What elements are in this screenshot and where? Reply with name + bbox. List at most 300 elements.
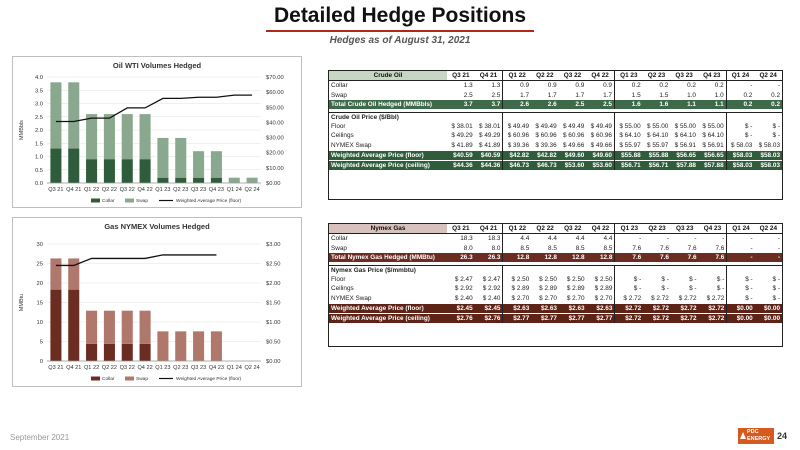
quarter-header: Q4 23 [699,224,727,234]
page-subtitle: Hedges as of August 31, 2021 [329,35,471,46]
row-value: $42.82 [531,150,559,160]
empty-cell [531,265,559,275]
price-row [329,122,782,131]
row-value: 0.2 [659,82,669,90]
row-value: $ - [772,275,780,283]
weighted-average-row [329,161,782,171]
row-value: $2.72 [671,303,699,313]
quarter-header: Q2 22 [531,224,559,234]
row-label: Swap [331,91,347,99]
row-value: $ 2.89 [539,285,557,293]
row-value: 12.8 [503,253,531,262]
bar-collar [86,159,97,183]
quarter-header: Q2 23 [643,224,671,234]
row-value: $ 38.01 [451,122,473,130]
y-tick-label: 0.5 [34,167,43,174]
row-value: $2.63 [503,303,531,313]
row-label: Weighted Average Price (floor) [329,303,447,313]
row-value: $ 64.10 [614,131,642,140]
row-value: 2.5 [463,91,473,99]
y-tick-label: 0.0 [34,181,43,187]
row-value: $ - [726,122,754,131]
x-tick-label: Q3 23 [190,187,207,193]
row-value: 8.5 [603,244,613,252]
table-header-label: Nymex Gas [329,224,447,234]
row-value: $56.65 [670,150,698,160]
legend-swatch-collar [91,377,100,381]
x-tick-label: Q4 23 [208,187,225,193]
row-value: $55.88 [643,150,671,160]
row-label: Weighted Average Price (ceiling) [329,314,447,324]
legend-label: Swap [136,199,148,204]
row-value: $49.60 [586,150,614,160]
row-value: $2.77 [559,314,587,324]
row-value: $2.72 [615,314,643,324]
row-value: $ 49.29 [451,132,473,140]
x-tick-label: Q1 23 [155,187,171,193]
gas-volumes-chart [13,218,301,386]
legend-swatch-collar [91,199,100,203]
row-value: 1.7 [547,91,557,99]
row-value: - [777,244,780,252]
table-header-label: Crude Oil [329,71,447,81]
y2-tick-label: $10.00 [266,165,284,172]
row-value: $58.03 [726,150,754,160]
price-section-header [329,112,782,122]
row-value: $2.72 [699,314,727,324]
price-section-header [329,265,782,275]
row-value: 8.5 [548,244,557,252]
price-row [329,294,782,304]
row-value: 0.2 [771,91,780,99]
row-value: $2.72 [699,303,727,313]
line-weighted-average-price [56,255,217,266]
row-value: 8.0 [491,244,501,252]
row-value: 2.5 [586,100,614,109]
quarter-header: Q1 23 [615,224,643,234]
row-value: $ 56.91 [674,141,696,149]
x-tick-label: Q3 21 [48,187,64,193]
bar-collar [104,344,115,361]
row-value: $ 2.70 [594,294,613,302]
row-value: 2.5 [559,100,587,109]
row-value: $ - [726,131,754,140]
row-value: $ 49.66 [590,141,612,149]
oil-volumes-chart [13,57,301,207]
company-logo [738,428,774,444]
empty-cell [698,112,726,122]
row-value: 7.6 [615,244,643,253]
total-row [329,100,782,109]
empty-cell [447,265,475,275]
bar-swap [68,258,79,289]
row-value: $46.73 [531,161,559,171]
x-tick-label: Q3 22 [119,187,135,193]
empty-cell [531,112,559,122]
row-value: $ 39.36 [535,141,557,149]
row-value: $2.63 [531,303,559,313]
row-value: - [777,82,780,90]
price-row [329,131,782,140]
row-value: $ 55.00 [702,122,724,130]
row-value: 12.8 [587,253,615,262]
row-value: $53.60 [559,161,587,171]
quarter-header: Q2 23 [643,71,671,81]
bar-swap [229,178,240,183]
volume-row [329,91,782,100]
legend-swatch-swap [125,199,134,203]
row-value: $ - [661,275,669,283]
bar-swap [140,114,151,159]
row-value: 8.5 [575,244,585,252]
y2-tick-label: $0.00 [266,181,281,187]
row-value: 0.2 [754,100,782,109]
bar-collar [140,159,151,183]
gas-chart-panel [12,217,302,387]
row-value: 7.6 [715,244,725,252]
volume-row [329,234,782,244]
row-value: 4.4 [503,234,531,244]
row-value: $ 64.10 [646,132,669,140]
row-value: 0.9 [503,81,531,91]
bar-swap [193,331,204,361]
row-value: $2.76 [475,314,503,324]
row-value: $ 64.10 [702,132,724,140]
row-value: $ 2.50 [594,275,613,283]
row-value: 1.1 [698,100,726,109]
x-tick-label: Q3 23 [190,365,207,371]
row-label: Weighted Average Price (floor) [329,150,447,160]
row-label: Ceilings [331,285,354,293]
row-value: $ 39.36 [503,141,531,151]
row-value: 1.5 [614,91,642,100]
row-value: - [727,253,755,262]
quarter-header: Q1 22 [503,224,531,234]
empty-cell [643,265,671,275]
empty-cell [559,265,587,275]
title-underline [266,30,534,32]
row-value: $ - [772,294,780,302]
row-value: 2.5 [491,91,501,99]
bar-collar [122,159,133,183]
bar-collar [86,344,97,361]
row-value: $ 2.92 [454,285,473,293]
row-value: $ 2.50 [566,275,585,283]
logo-text-energy: ENERGY [747,436,771,442]
bar-swap [104,114,115,159]
row-value: $ - [661,285,669,293]
row-value: 8.0 [463,244,473,252]
quarter-header: Q4 21 [475,224,503,234]
bar-collar [157,178,168,183]
y-tick-label: 2.5 [34,114,43,121]
row-value: 1.5 [659,91,669,99]
bar-swap [122,114,133,159]
bar-collar [193,178,204,183]
row-value: 1.6 [643,100,671,109]
quarter-header: Q3 22 [559,71,587,81]
row-value: 0.2 [726,100,754,109]
empty-cell [643,112,671,122]
row-value: $ 55.97 [614,141,642,151]
quarter-header: Q3 23 [671,224,699,234]
empty-cell [670,112,698,122]
row-value: $2.63 [559,303,587,313]
bar-swap [140,311,151,344]
weighted-average-row [329,150,782,160]
row-label: Collar [331,82,348,90]
row-value: $0.00 [727,314,755,324]
logo-text-pdc: PDC [747,429,759,435]
row-value: - [722,235,725,243]
y-tick-label: 10 [36,320,43,326]
x-tick-label: Q2 22 [101,365,118,371]
row-value: $2.77 [531,314,559,324]
row-value: $49.60 [559,150,587,160]
weighted-average-row [329,314,782,324]
row-value: - [777,235,780,243]
row-value: 7.6 [671,253,699,262]
quarter-header: Q2 24 [754,71,782,81]
empty-cell [615,265,643,275]
row-value: $ - [689,285,697,293]
row-value: $44.36 [447,161,475,171]
quarter-header: Q1 22 [503,71,531,81]
row-value: $2.76 [447,314,475,324]
row-value: $ 2.72 [706,294,725,302]
chart-title: Oil WTI Volumes Hedged [112,61,202,70]
table-header-row [329,71,782,81]
row-value: 3.7 [475,100,503,109]
bar-swap [211,331,222,361]
row-value: $ - [716,275,725,283]
row-value: 12.8 [559,253,587,262]
row-value: $ 2.89 [566,285,585,293]
bar-collar [122,344,133,361]
row-value: 8.5 [503,244,531,253]
legend-label: Collar [102,199,115,204]
y2-tick-label: $2.50 [266,261,281,268]
empty-cell [755,265,782,275]
empty-cell [727,265,755,275]
y2-tick-label: $2.00 [266,281,281,287]
y-tick-label: 2.0 [34,128,43,134]
row-value: $0.00 [755,314,782,324]
x-tick-label: Q1 22 [83,187,100,193]
x-tick-label: Q1 24 [226,187,242,193]
row-value: 2.6 [503,100,531,109]
row-value: $42.82 [503,150,531,160]
row-value: $46.73 [503,161,531,171]
row-value: $ 55.97 [646,141,669,149]
row-value: $2.72 [643,314,671,324]
y-tick-label: 5 [39,339,43,346]
row-value: $ 2.72 [651,294,669,302]
row-value: $0.00 [727,303,755,313]
row-value: 0.2 [687,82,696,90]
row-value: $ 60.96 [503,131,531,140]
row-value: $ 64.10 [674,132,696,140]
crude-oil-table-panel [328,70,783,200]
row-value: - [755,253,782,262]
row-value: $53.60 [586,161,614,171]
bar-collar [140,344,151,361]
row-value: $56.71 [643,161,671,171]
row-value: $ 2.47 [454,275,473,283]
row-value: $ 2.92 [482,285,501,293]
y-tick-label: 3.5 [34,88,43,95]
row-value: $2.77 [503,314,531,324]
row-value: $ 2.70 [503,294,531,304]
row-value: 1.0 [687,91,696,99]
empty-cell [671,265,699,275]
quarter-header: Q2 24 [755,224,782,234]
row-value: 7.6 [615,253,643,262]
y-axis-label: MMBbls [19,120,25,140]
quarter-header: Q4 22 [587,224,615,234]
row-value: 4.4 [575,235,585,243]
total-row [329,253,782,262]
x-tick-label: Q2 24 [244,365,260,371]
page-title: Detailed Hedge Positions [273,4,527,27]
row-value: 4.4 [548,235,557,243]
empty-cell [475,112,503,122]
row-value: $ 49.49 [590,122,612,130]
row-value: $57.88 [670,161,698,171]
row-value: 3.7 [447,100,475,109]
row-value: $ - [727,275,755,284]
y2-tick-label: $0.00 [266,359,281,365]
row-value: $ 49.49 [503,122,531,131]
legend-swatch-swap [125,377,134,381]
quarter-header: Q3 23 [670,71,698,81]
row-value: $ - [615,275,643,284]
row-value: $ - [772,122,780,130]
row-value: $ 2.50 [539,275,557,283]
y-tick-label: 25 [36,261,43,268]
row-value: $ - [716,285,725,293]
x-tick-label: Q1 22 [83,365,100,371]
row-value: $ 58.03 [726,141,754,151]
row-value: $ - [727,294,755,304]
row-value: $ 2.72 [678,294,697,302]
row-value: $ 41.89 [479,141,501,149]
x-tick-label: Q4 21 [66,187,82,193]
empty-cell [503,112,531,122]
weighted-average-row [329,303,782,313]
legend-label: Weighted Average Price (floor) [176,199,242,204]
row-value: 0.9 [547,82,557,90]
row-label: Weighted Average Price (ceiling) [329,161,447,171]
price-row [329,141,782,151]
row-value: $0.00 [755,303,782,313]
legend-label: Collar [102,377,115,382]
row-label: NYMEX Swap [331,141,372,149]
row-value: 26.3 [447,253,475,262]
row-value: 2.6 [531,100,559,109]
row-label: Collar [331,235,348,243]
crude-oil-table [329,71,782,170]
price-row [329,275,782,284]
y2-tick-label: $30.00 [266,135,284,142]
row-value: - [615,234,643,244]
empty-cell [503,265,531,275]
row-value: 4.4 [603,235,613,243]
row-value: $ 55.00 [614,122,642,131]
legend-label: Swap [136,377,148,382]
x-tick-label: Q4 23 [208,365,225,371]
bar-swap [50,82,61,148]
row-value: $ - [772,132,780,140]
row-value: - [727,234,755,244]
empty-cell [559,112,587,122]
bar-swap [50,258,61,289]
y-axis-label: MMBtu [19,293,25,312]
row-value: 18.3 [460,235,473,243]
y2-tick-label: $1.50 [266,300,281,307]
row-value: $58.03 [754,161,782,171]
quarter-header: Q3 21 [447,71,475,81]
row-value: $ - [615,284,643,293]
y-tick-label: 4.0 [34,75,43,81]
row-value: $55.88 [614,150,642,160]
row-value: $2.72 [643,303,671,313]
row-value: $40.59 [447,150,475,160]
bar-swap [86,311,97,344]
bar-collar [104,159,115,183]
bar-swap [247,178,258,183]
x-tick-label: Q1 24 [226,365,242,371]
row-value: $2.72 [615,303,643,313]
row-label: Floor [331,122,346,130]
row-value: $ 2.50 [503,275,531,284]
y-tick-label: 15 [36,300,43,307]
row-value: $ 38.01 [479,122,501,130]
y-tick-label: 30 [36,242,43,248]
row-value: 7.6 [699,253,727,262]
row-value: 0.9 [575,82,585,90]
nymex-gas-table-panel [328,223,783,347]
row-label: Total Nymex Gas Hedged (MMBtu) [329,253,447,262]
x-tick-label: Q4 22 [137,187,153,193]
y-tick-label: 1.5 [34,141,43,148]
quarter-header: Q1 23 [614,71,642,81]
empty-cell [587,265,615,275]
row-value: $ 49.29 [479,132,501,140]
legend-label: Weighted Average Price (floor) [176,377,242,382]
row-value: - [694,235,697,243]
quarter-header: Q4 21 [475,71,503,81]
bar-swap [104,311,115,344]
quarter-header: Q2 22 [531,71,559,81]
line-weighted-average-price [56,95,252,121]
bar-swap [211,151,222,178]
quarter-header: Q4 23 [698,71,726,81]
logo-flame-icon [740,432,746,439]
bar-collar [68,290,79,361]
row-value: 12.8 [531,253,559,262]
row-value: $ 41.89 [451,141,473,149]
row-value: 0.9 [603,82,612,90]
y-tick-label: 0 [39,359,43,365]
row-value: $44.36 [475,161,503,171]
x-tick-label: Q3 22 [119,365,135,371]
row-value: 1.7 [575,91,585,99]
empty-cell [586,112,614,122]
row-value: $ 2.70 [566,294,585,302]
row-value: $40.59 [475,150,503,160]
bar-swap [175,331,186,361]
